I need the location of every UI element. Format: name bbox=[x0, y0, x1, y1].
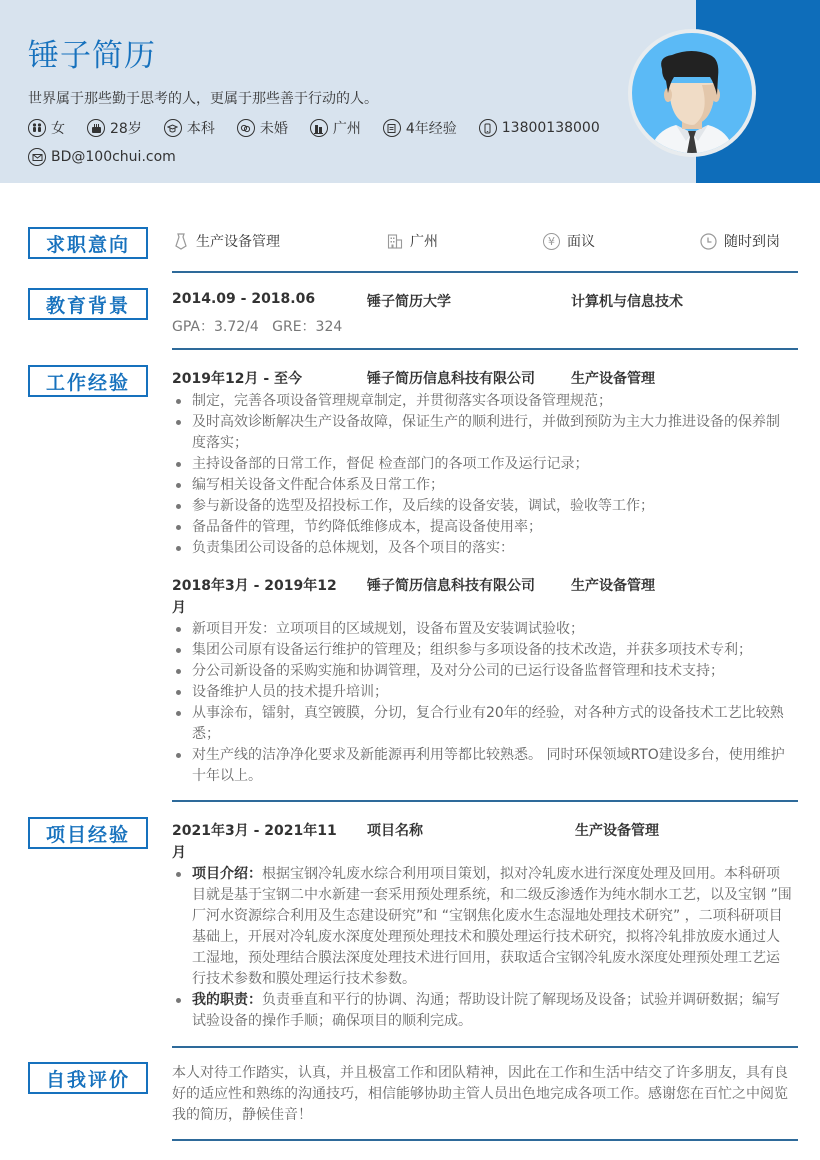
city-value: 广州 bbox=[332, 121, 361, 137]
list-item: 对生产线的洁净净化要求及新能源再利用等都比较熟悉。 同时环保领域RTO建设多台，使用维护十年以上。 bbox=[172, 745, 792, 787]
avatar-illustration bbox=[632, 33, 752, 153]
marital-icon bbox=[237, 119, 255, 137]
job-2-period: 2018年3月 - 2019年12 bbox=[172, 578, 337, 594]
section-divider bbox=[172, 1139, 798, 1141]
education-value: 本科 bbox=[186, 121, 215, 137]
intent-salary-value: 面议 bbox=[567, 234, 595, 250]
project-duty-text: 负责垂直和平行的协调、沟通；帮助设计院了解现场及设备；试验并调研数据；编写试验设备的操作手顺；确保项目的顺利完成。 bbox=[192, 992, 780, 1029]
tie-icon bbox=[172, 233, 189, 250]
info-email bbox=[28, 148, 176, 166]
intent-availability-value: 随时到岗 bbox=[724, 234, 780, 250]
list-item: 分公司新设备的采购实施和协调管理，及对分公司的已运行设备监督管理和技术支持； bbox=[172, 661, 792, 682]
list-item bbox=[172, 990, 792, 1032]
section-label-work: 工作经验 bbox=[28, 365, 148, 397]
info-experience bbox=[383, 118, 457, 138]
age-value: 28岁 bbox=[110, 121, 142, 137]
email-icon bbox=[28, 148, 46, 166]
phone-value: 13800138000 bbox=[501, 120, 600, 136]
project-period-cont: 月 bbox=[172, 845, 186, 861]
section-divider bbox=[172, 271, 798, 273]
section-divider bbox=[172, 1046, 798, 1048]
info-education bbox=[164, 118, 215, 138]
job-1-duties bbox=[172, 391, 792, 559]
project-duty-key: 我的职责： bbox=[192, 992, 262, 1008]
project-period: 2021年3月 - 2021年11 bbox=[172, 823, 337, 839]
building-icon bbox=[386, 233, 403, 250]
job-intent-row bbox=[172, 231, 798, 253]
experience-value: 4年经验 bbox=[405, 121, 457, 137]
job-1-company: 锤子简历信息科技有限公司 bbox=[367, 371, 535, 387]
list-item: 集团公司原有设备运行维护的管理及；组织参与多项设备的技术改造，并获多项技术专利； bbox=[172, 640, 792, 661]
list-item: 参与新设备的选型及招投标工作，及后续的设备安装，调试，验收等工作； bbox=[172, 496, 792, 517]
list-item: 备品备件的管理，节约降低维修成本，提高设备使用率； bbox=[172, 517, 792, 538]
email-value[interactable]: BD@100chui.com bbox=[51, 149, 176, 165]
intent-position bbox=[172, 231, 280, 251]
section-label-education: 教育背景 bbox=[28, 288, 148, 320]
info-city bbox=[310, 118, 361, 138]
info-gender bbox=[28, 118, 65, 138]
info-phone bbox=[479, 119, 600, 137]
experience-icon bbox=[383, 119, 401, 137]
list-item bbox=[172, 864, 792, 990]
education-period: 2014.09 - 2018.06 bbox=[172, 291, 316, 307]
education-icon bbox=[164, 119, 182, 137]
contact-row bbox=[28, 148, 198, 166]
city-icon bbox=[310, 119, 328, 137]
marital-value: 未婚 bbox=[259, 121, 288, 137]
intent-city-value: 广州 bbox=[410, 234, 438, 250]
list-item: 编写相关设备文件配合体系及日常工作； bbox=[172, 475, 792, 496]
section-divider bbox=[172, 800, 798, 802]
list-item: 设备维护人员的技术提升培训； bbox=[172, 682, 792, 703]
intent-city bbox=[386, 231, 438, 251]
job-2-company: 锤子简历信息科技有限公司 bbox=[367, 578, 535, 594]
job-2-period-cont: 月 bbox=[172, 600, 186, 616]
list-item: 制定，完善各项设备管理规章制定，并贯彻落实各项设备管理规范； bbox=[172, 391, 792, 412]
phone-icon bbox=[479, 119, 497, 137]
education-major: 计算机与信息技术 bbox=[571, 294, 683, 310]
section-label-project: 项目经验 bbox=[28, 817, 148, 849]
section-label-job-intent: 求职意向 bbox=[28, 227, 148, 259]
list-item: 从事涂布，镭射，真空镀膜，分切，复合行业有20年的经验，对各种方式的设备技术工艺比较熟悉； bbox=[172, 703, 792, 745]
job-1-period: 2019年12月 - 至今 bbox=[172, 371, 303, 387]
list-item: 负责集团公司设备的总体规划，及各个项目的落实： bbox=[172, 538, 792, 559]
intent-position-value: 生产设备管理 bbox=[196, 234, 280, 250]
list-item: 及时高效诊断解决生产设备故障，保证生产的顺利进行，并做到预防为主大力推进设备的保养制度落实； bbox=[172, 412, 792, 454]
personal-info-row bbox=[28, 118, 622, 138]
project-name: 项目名称 bbox=[367, 823, 423, 839]
project-details bbox=[172, 864, 792, 1032]
job-1-title: 生产设备管理 bbox=[571, 371, 655, 387]
job-2-duties bbox=[172, 619, 792, 787]
section-label-self-evaluation: 自我评价 bbox=[28, 1062, 148, 1094]
education-scores: GPA：3.72/4 GRE：324 bbox=[172, 319, 343, 335]
intent-salary bbox=[543, 231, 595, 251]
info-marital bbox=[237, 118, 288, 138]
list-item: 新项目开发：立项项目的区域规划，设备布置及安装调试验收； bbox=[172, 619, 792, 640]
age-icon bbox=[87, 119, 105, 137]
gender-value: 女 bbox=[51, 121, 65, 137]
yen-icon: ¥ bbox=[543, 233, 560, 250]
resume-title: 锤子简历 bbox=[28, 38, 156, 74]
clock-icon bbox=[700, 233, 717, 250]
avatar bbox=[628, 29, 756, 157]
section-divider bbox=[172, 348, 798, 350]
project-intro-text: 根据宝钢冷轧废水综合利用项目策划，拟对冷轧废水进行深度处理及回用。本科研项目就是基于宝钢二中水新建一套采用预处理系统，和二级反渗透作为纯水制水工艺，以及宝钢 ”围厂河水资源综合利用及生态建设研究”和 “宝钢焦化废水生态湿地处理技术研究” ，二项科研项目基础上，开展对冷轧废水深度处理预处理技术和膜处理运行技术研究，拟将冷轧排放废水通过人工湿地，预处理结合膜法深度处理技术进行回用，获取适合宝钢冷轧废水深度处理预处理工艺运行技术参数和膜处理运行技术参数。 bbox=[192, 866, 792, 987]
motto: 世界属于那些勤于思考的人，更属于那些善于行动的人。 bbox=[28, 91, 378, 107]
job-2-title: 生产设备管理 bbox=[571, 578, 655, 594]
education-school: 锤子简历大学 bbox=[367, 294, 451, 310]
project-role: 生产设备管理 bbox=[575, 823, 659, 839]
intent-availability bbox=[700, 231, 780, 251]
self-evaluation-text: 本人对待工作踏实，认真，并且极富工作和团队精神，因此在工作和生活中结交了许多朋友，具有良好的适应性和熟练的沟通技巧，相信能够协助主管人员出色地完成各项工作。感谢您在百忙之中阅览我的简历，静候佳音！ bbox=[172, 1065, 788, 1123]
info-age bbox=[87, 118, 142, 138]
project-intro-key: 项目介绍： bbox=[192, 866, 262, 882]
list-item: 主持设备部的日常工作，督促 检查部门的各项工作及运行记录； bbox=[172, 454, 792, 475]
gender-icon bbox=[28, 119, 46, 137]
